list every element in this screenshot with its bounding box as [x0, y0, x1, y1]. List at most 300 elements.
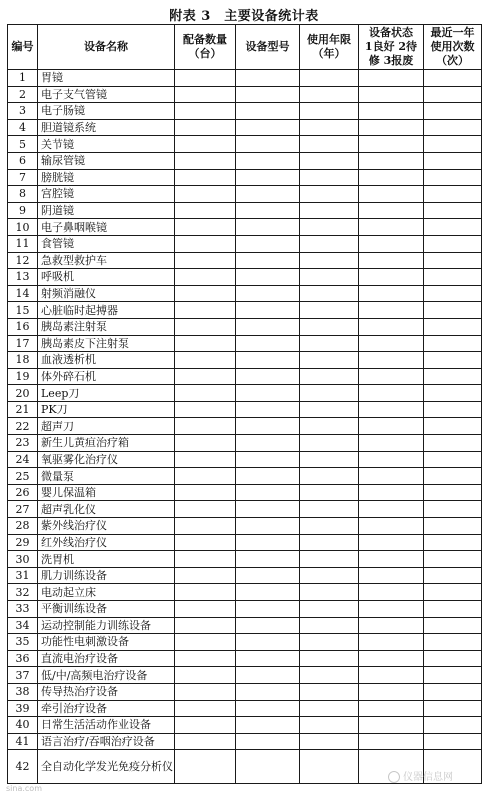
status-cell[interactable] [359, 584, 424, 601]
status-cell[interactable] [359, 285, 424, 302]
years-cell[interactable] [300, 302, 359, 319]
status-cell[interactable] [359, 136, 424, 153]
equipment-name: 膀胱镜 [38, 169, 175, 186]
years-cell[interactable] [300, 252, 359, 269]
status-cell[interactable] [359, 86, 424, 103]
table-row [8, 567, 482, 584]
years-cell[interactable] [300, 501, 359, 518]
table-row [8, 650, 482, 667]
quantity-cell[interactable] [175, 152, 236, 169]
equipment-name: 阴道镜 [38, 202, 175, 219]
quantity-cell[interactable] [175, 119, 236, 136]
table-row [8, 551, 482, 568]
status-cell[interactable] [359, 435, 424, 452]
row-number: 36 [8, 650, 38, 667]
model-cell[interactable] [236, 219, 300, 236]
usage-cell[interactable] [424, 385, 482, 402]
model-cell[interactable] [236, 435, 300, 452]
years-cell[interactable] [300, 451, 359, 468]
model-cell[interactable] [236, 103, 300, 120]
status-cell[interactable] [359, 352, 424, 369]
row-number: 39 [8, 700, 38, 717]
equipment-name: 输尿管镜 [38, 152, 175, 169]
table-row [8, 683, 482, 700]
row-number: 38 [8, 683, 38, 700]
header-no: 编号 [8, 25, 38, 70]
model-cell[interactable] [236, 368, 300, 385]
years-cell[interactable] [300, 86, 359, 103]
usage-cell[interactable] [424, 667, 482, 684]
model-cell[interactable] [236, 484, 300, 501]
row-number: 41 [8, 733, 38, 750]
table-row [8, 86, 482, 103]
status-cell[interactable] [359, 667, 424, 684]
model-cell[interactable] [236, 551, 300, 568]
model-cell[interactable] [236, 418, 300, 435]
model-cell[interactable] [236, 385, 300, 402]
model-cell[interactable] [236, 451, 300, 468]
status-cell[interactable] [359, 302, 424, 319]
table-row [8, 617, 482, 634]
quantity-cell[interactable] [175, 269, 236, 286]
quantity-cell[interactable] [175, 86, 236, 103]
equipment-name: 超声刀 [38, 418, 175, 435]
quantity-cell[interactable] [175, 401, 236, 418]
status-cell[interactable] [359, 186, 424, 203]
usage-cell[interactable] [424, 700, 482, 717]
row-number: 27 [8, 501, 38, 518]
header-years: 使用年限 （年） [300, 25, 359, 70]
quantity-cell[interactable] [175, 285, 236, 302]
row-number: 30 [8, 551, 38, 568]
years-cell[interactable] [300, 152, 359, 169]
equipment-name: 电动起立床 [38, 584, 175, 601]
table-row [8, 186, 482, 203]
equipment-name: 急救型救护车 [38, 252, 175, 269]
page-title: 附表 3 主要设备统计表 [169, 9, 319, 24]
model-cell[interactable] [236, 285, 300, 302]
equipment-name: 呼吸机 [38, 269, 175, 286]
equipment-name: 胰岛素注射泵 [38, 318, 175, 335]
status-cell[interactable] [359, 650, 424, 667]
status-cell[interactable] [359, 401, 424, 418]
years-cell[interactable] [300, 418, 359, 435]
model-cell[interactable] [236, 650, 300, 667]
corner-mark: sina.com [6, 784, 42, 793]
equipment-name: 洗胃机 [38, 551, 175, 568]
table-row [8, 169, 482, 186]
model-cell[interactable] [236, 252, 300, 269]
model-cell[interactable] [236, 335, 300, 352]
usage-cell[interactable] [424, 601, 482, 618]
status-cell[interactable] [359, 169, 424, 186]
usage-cell[interactable] [424, 186, 482, 203]
model-cell[interactable] [236, 667, 300, 684]
status-cell[interactable] [359, 235, 424, 252]
status-cell[interactable] [359, 335, 424, 352]
status-cell[interactable] [359, 103, 424, 120]
model-cell[interactable] [236, 468, 300, 485]
model-cell[interactable] [236, 750, 300, 784]
status-cell[interactable] [359, 202, 424, 219]
years-cell[interactable] [300, 584, 359, 601]
usage-cell[interactable] [424, 86, 482, 103]
usage-cell[interactable] [424, 733, 482, 750]
quantity-cell[interactable] [175, 534, 236, 551]
model-cell[interactable] [236, 269, 300, 286]
model-cell[interactable] [236, 186, 300, 203]
status-cell[interactable] [359, 484, 424, 501]
usage-cell[interactable] [424, 70, 482, 87]
equipment-name: 血液透析机 [38, 352, 175, 369]
row-number: 23 [8, 435, 38, 452]
row-number: 10 [8, 219, 38, 236]
quantity-cell[interactable] [175, 468, 236, 485]
watermark: 仪器信息网 [388, 768, 453, 783]
years-cell[interactable] [300, 401, 359, 418]
years-cell[interactable] [300, 352, 359, 369]
usage-cell[interactable] [424, 534, 482, 551]
years-cell[interactable] [300, 534, 359, 551]
row-number: 22 [8, 418, 38, 435]
years-cell[interactable] [300, 750, 359, 784]
years-cell[interactable] [300, 119, 359, 136]
usage-cell[interactable] [424, 468, 482, 485]
equipment-name: 红外线治疗仪 [38, 534, 175, 551]
quantity-cell[interactable] [175, 634, 236, 651]
model-cell[interactable] [236, 601, 300, 618]
row-number: 19 [8, 368, 38, 385]
table-row [8, 70, 482, 87]
row-number: 31 [8, 567, 38, 584]
usage-cell[interactable] [424, 368, 482, 385]
usage-cell[interactable] [424, 285, 482, 302]
table-row [8, 634, 482, 651]
model-cell[interactable] [236, 202, 300, 219]
row-number: 35 [8, 634, 38, 651]
years-cell[interactable] [300, 318, 359, 335]
usage-cell[interactable] [424, 584, 482, 601]
model-cell[interactable] [236, 70, 300, 87]
quantity-cell[interactable] [175, 186, 236, 203]
row-number: 20 [8, 385, 38, 402]
model-cell[interactable] [236, 152, 300, 169]
usage-cell[interactable] [424, 352, 482, 369]
status-cell[interactable] [359, 700, 424, 717]
equipment-name: 胃镜 [38, 70, 175, 87]
usage-cell[interactable] [424, 169, 482, 186]
equipment-name: 心脏临时起搏器 [38, 302, 175, 319]
quantity-cell[interactable] [175, 733, 236, 750]
usage-cell[interactable] [424, 501, 482, 518]
table-row [8, 667, 482, 684]
usage-cell[interactable] [424, 252, 482, 269]
quantity-cell[interactable] [175, 435, 236, 452]
equipment-name: 胆道镜系统 [38, 119, 175, 136]
status-cell[interactable] [359, 567, 424, 584]
model-cell[interactable] [236, 634, 300, 651]
status-cell[interactable] [359, 518, 424, 535]
years-cell[interactable] [300, 551, 359, 568]
quantity-cell[interactable] [175, 717, 236, 734]
years-cell[interactable] [300, 385, 359, 402]
years-cell[interactable] [300, 285, 359, 302]
status-cell[interactable] [359, 601, 424, 618]
years-cell[interactable] [300, 733, 359, 750]
quantity-cell[interactable] [175, 617, 236, 634]
quantity-cell[interactable] [175, 667, 236, 684]
table-row [8, 202, 482, 219]
model-cell[interactable] [236, 136, 300, 153]
row-number: 33 [8, 601, 38, 618]
status-cell[interactable] [359, 617, 424, 634]
row-number: 40 [8, 717, 38, 734]
usage-cell[interactable] [424, 119, 482, 136]
model-cell[interactable] [236, 235, 300, 252]
model-cell[interactable] [236, 567, 300, 584]
watermark-logo-icon [388, 771, 400, 783]
years-cell[interactable] [300, 717, 359, 734]
years-cell[interactable] [300, 435, 359, 452]
quantity-cell[interactable] [175, 318, 236, 335]
years-cell[interactable] [300, 202, 359, 219]
row-number: 26 [8, 484, 38, 501]
years-cell[interactable] [300, 269, 359, 286]
model-cell[interactable] [236, 302, 300, 319]
model-cell[interactable] [236, 700, 300, 717]
status-cell[interactable] [359, 318, 424, 335]
status-cell[interactable] [359, 733, 424, 750]
usage-cell[interactable] [424, 235, 482, 252]
quantity-cell[interactable] [175, 136, 236, 153]
years-cell[interactable] [300, 335, 359, 352]
equipment-name: 微量泵 [38, 468, 175, 485]
years-cell[interactable] [300, 567, 359, 584]
model-cell[interactable] [236, 352, 300, 369]
status-cell[interactable] [359, 219, 424, 236]
status-cell[interactable] [359, 119, 424, 136]
model-cell[interactable] [236, 318, 300, 335]
usage-cell[interactable] [424, 484, 482, 501]
usage-cell[interactable] [424, 617, 482, 634]
usage-cell[interactable] [424, 435, 482, 452]
model-cell[interactable] [236, 119, 300, 136]
model-cell[interactable] [236, 518, 300, 535]
table-header-row [8, 25, 482, 70]
years-cell[interactable] [300, 518, 359, 535]
quantity-cell[interactable] [175, 352, 236, 369]
quantity-cell[interactable] [175, 252, 236, 269]
row-number: 42 [8, 750, 38, 784]
years-cell[interactable] [300, 103, 359, 120]
equipment-name: 低/中/高频电治疗设备 [38, 667, 175, 684]
equipment-name: 牵引治疗设备 [38, 700, 175, 717]
quantity-cell[interactable] [175, 202, 236, 219]
usage-cell[interactable] [424, 136, 482, 153]
years-cell[interactable] [300, 650, 359, 667]
model-cell[interactable] [236, 169, 300, 186]
quantity-cell[interactable] [175, 70, 236, 87]
row-number: 13 [8, 269, 38, 286]
quantity-cell[interactable] [175, 683, 236, 700]
table-row [8, 318, 482, 335]
quantity-cell[interactable] [175, 650, 236, 667]
header-usage: 最近一年 使用次数 （次） [424, 25, 482, 70]
header-status: 设备状态 1良好 2待 修 3报废 [359, 25, 424, 70]
usage-cell[interactable] [424, 634, 482, 651]
status-cell[interactable] [359, 70, 424, 87]
status-cell[interactable] [359, 385, 424, 402]
table-row [8, 484, 482, 501]
equipment-name: 食管镜 [38, 235, 175, 252]
quantity-cell[interactable] [175, 169, 236, 186]
years-cell[interactable] [300, 468, 359, 485]
model-cell[interactable] [236, 401, 300, 418]
table-row [8, 501, 482, 518]
usage-cell[interactable] [424, 103, 482, 120]
years-cell[interactable] [300, 617, 359, 634]
status-cell[interactable] [359, 269, 424, 286]
status-cell[interactable] [359, 451, 424, 468]
row-number: 3 [8, 103, 38, 120]
status-cell[interactable] [359, 252, 424, 269]
years-cell[interactable] [300, 70, 359, 87]
usage-cell[interactable] [424, 683, 482, 700]
years-cell[interactable] [300, 667, 359, 684]
quantity-cell[interactable] [175, 235, 236, 252]
usage-cell[interactable] [424, 401, 482, 418]
equipment-name: 肌力训练设备 [38, 567, 175, 584]
years-cell[interactable] [300, 700, 359, 717]
model-cell[interactable] [236, 584, 300, 601]
status-cell[interactable] [359, 683, 424, 700]
equipment-name: 关节镜 [38, 136, 175, 153]
quantity-cell[interactable] [175, 750, 236, 784]
usage-cell[interactable] [424, 451, 482, 468]
table-row [8, 733, 482, 750]
years-cell[interactable] [300, 601, 359, 618]
usage-cell[interactable] [424, 269, 482, 286]
row-number: 28 [8, 518, 38, 535]
usage-cell[interactable] [424, 202, 482, 219]
table-row [8, 401, 482, 418]
quantity-cell[interactable] [175, 501, 236, 518]
table-body [8, 70, 482, 784]
status-cell[interactable] [359, 368, 424, 385]
equipment-name: 电子支气管镜 [38, 86, 175, 103]
status-cell[interactable] [359, 418, 424, 435]
row-number: 6 [8, 152, 38, 169]
table-row [8, 584, 482, 601]
status-cell[interactable] [359, 634, 424, 651]
years-cell[interactable] [300, 219, 359, 236]
model-cell[interactable] [236, 86, 300, 103]
equipment-name: 氧驱雾化治疗仪 [38, 451, 175, 468]
quantity-cell[interactable] [175, 103, 236, 120]
quantity-cell[interactable] [175, 518, 236, 535]
usage-cell[interactable] [424, 302, 482, 319]
status-cell[interactable] [359, 152, 424, 169]
row-number: 11 [8, 235, 38, 252]
equipment-name: 日常生活活动作业设备 [38, 717, 175, 734]
quantity-cell[interactable] [175, 551, 236, 568]
model-cell[interactable] [236, 717, 300, 734]
years-cell[interactable] [300, 136, 359, 153]
model-cell[interactable] [236, 534, 300, 551]
quantity-cell[interactable] [175, 451, 236, 468]
model-cell[interactable] [236, 683, 300, 700]
usage-cell[interactable] [424, 152, 482, 169]
usage-cell[interactable] [424, 418, 482, 435]
years-cell[interactable] [300, 634, 359, 651]
row-number: 12 [8, 252, 38, 269]
usage-cell[interactable] [424, 518, 482, 535]
quantity-cell[interactable] [175, 484, 236, 501]
usage-cell[interactable] [424, 318, 482, 335]
row-number: 2 [8, 86, 38, 103]
quantity-cell[interactable] [175, 567, 236, 584]
years-cell[interactable] [300, 368, 359, 385]
usage-cell[interactable] [424, 650, 482, 667]
status-cell[interactable] [359, 468, 424, 485]
row-number: 14 [8, 285, 38, 302]
quantity-cell[interactable] [175, 584, 236, 601]
status-cell[interactable] [359, 717, 424, 734]
usage-cell[interactable] [424, 717, 482, 734]
model-cell[interactable] [236, 501, 300, 518]
row-number: 18 [8, 352, 38, 369]
usage-cell[interactable] [424, 551, 482, 568]
years-cell[interactable] [300, 235, 359, 252]
quantity-cell[interactable] [175, 418, 236, 435]
table-row [8, 601, 482, 618]
quantity-cell[interactable] [175, 700, 236, 717]
row-number: 8 [8, 186, 38, 203]
table-row [8, 285, 482, 302]
equipment-name: 体外碎石机 [38, 368, 175, 385]
quantity-cell[interactable] [175, 302, 236, 319]
years-cell[interactable] [300, 484, 359, 501]
model-cell[interactable] [236, 617, 300, 634]
table-row [8, 352, 482, 369]
model-cell[interactable] [236, 733, 300, 750]
status-cell[interactable] [359, 534, 424, 551]
equipment-name: 全自动化学发光免疫分析仪 [38, 750, 175, 784]
quantity-cell[interactable] [175, 368, 236, 385]
equipment-name: 胰岛素皮下注射泵 [38, 335, 175, 352]
row-number: 24 [8, 451, 38, 468]
table-row [8, 534, 482, 551]
quantity-cell[interactable] [175, 219, 236, 236]
table-row [8, 717, 482, 734]
equipment-name: 功能性电刺激设备 [38, 634, 175, 651]
equipment-name: 直流电治疗设备 [38, 650, 175, 667]
quantity-cell[interactable] [175, 385, 236, 402]
row-number: 25 [8, 468, 38, 485]
years-cell[interactable] [300, 683, 359, 700]
years-cell[interactable] [300, 169, 359, 186]
usage-cell[interactable] [424, 567, 482, 584]
years-cell[interactable] [300, 186, 359, 203]
quantity-cell[interactable] [175, 335, 236, 352]
usage-cell[interactable] [424, 219, 482, 236]
row-number: 7 [8, 169, 38, 186]
status-cell[interactable] [359, 501, 424, 518]
quantity-cell[interactable] [175, 601, 236, 618]
status-cell[interactable] [359, 551, 424, 568]
equipment-name: 平衡训练设备 [38, 601, 175, 618]
usage-cell[interactable] [424, 335, 482, 352]
